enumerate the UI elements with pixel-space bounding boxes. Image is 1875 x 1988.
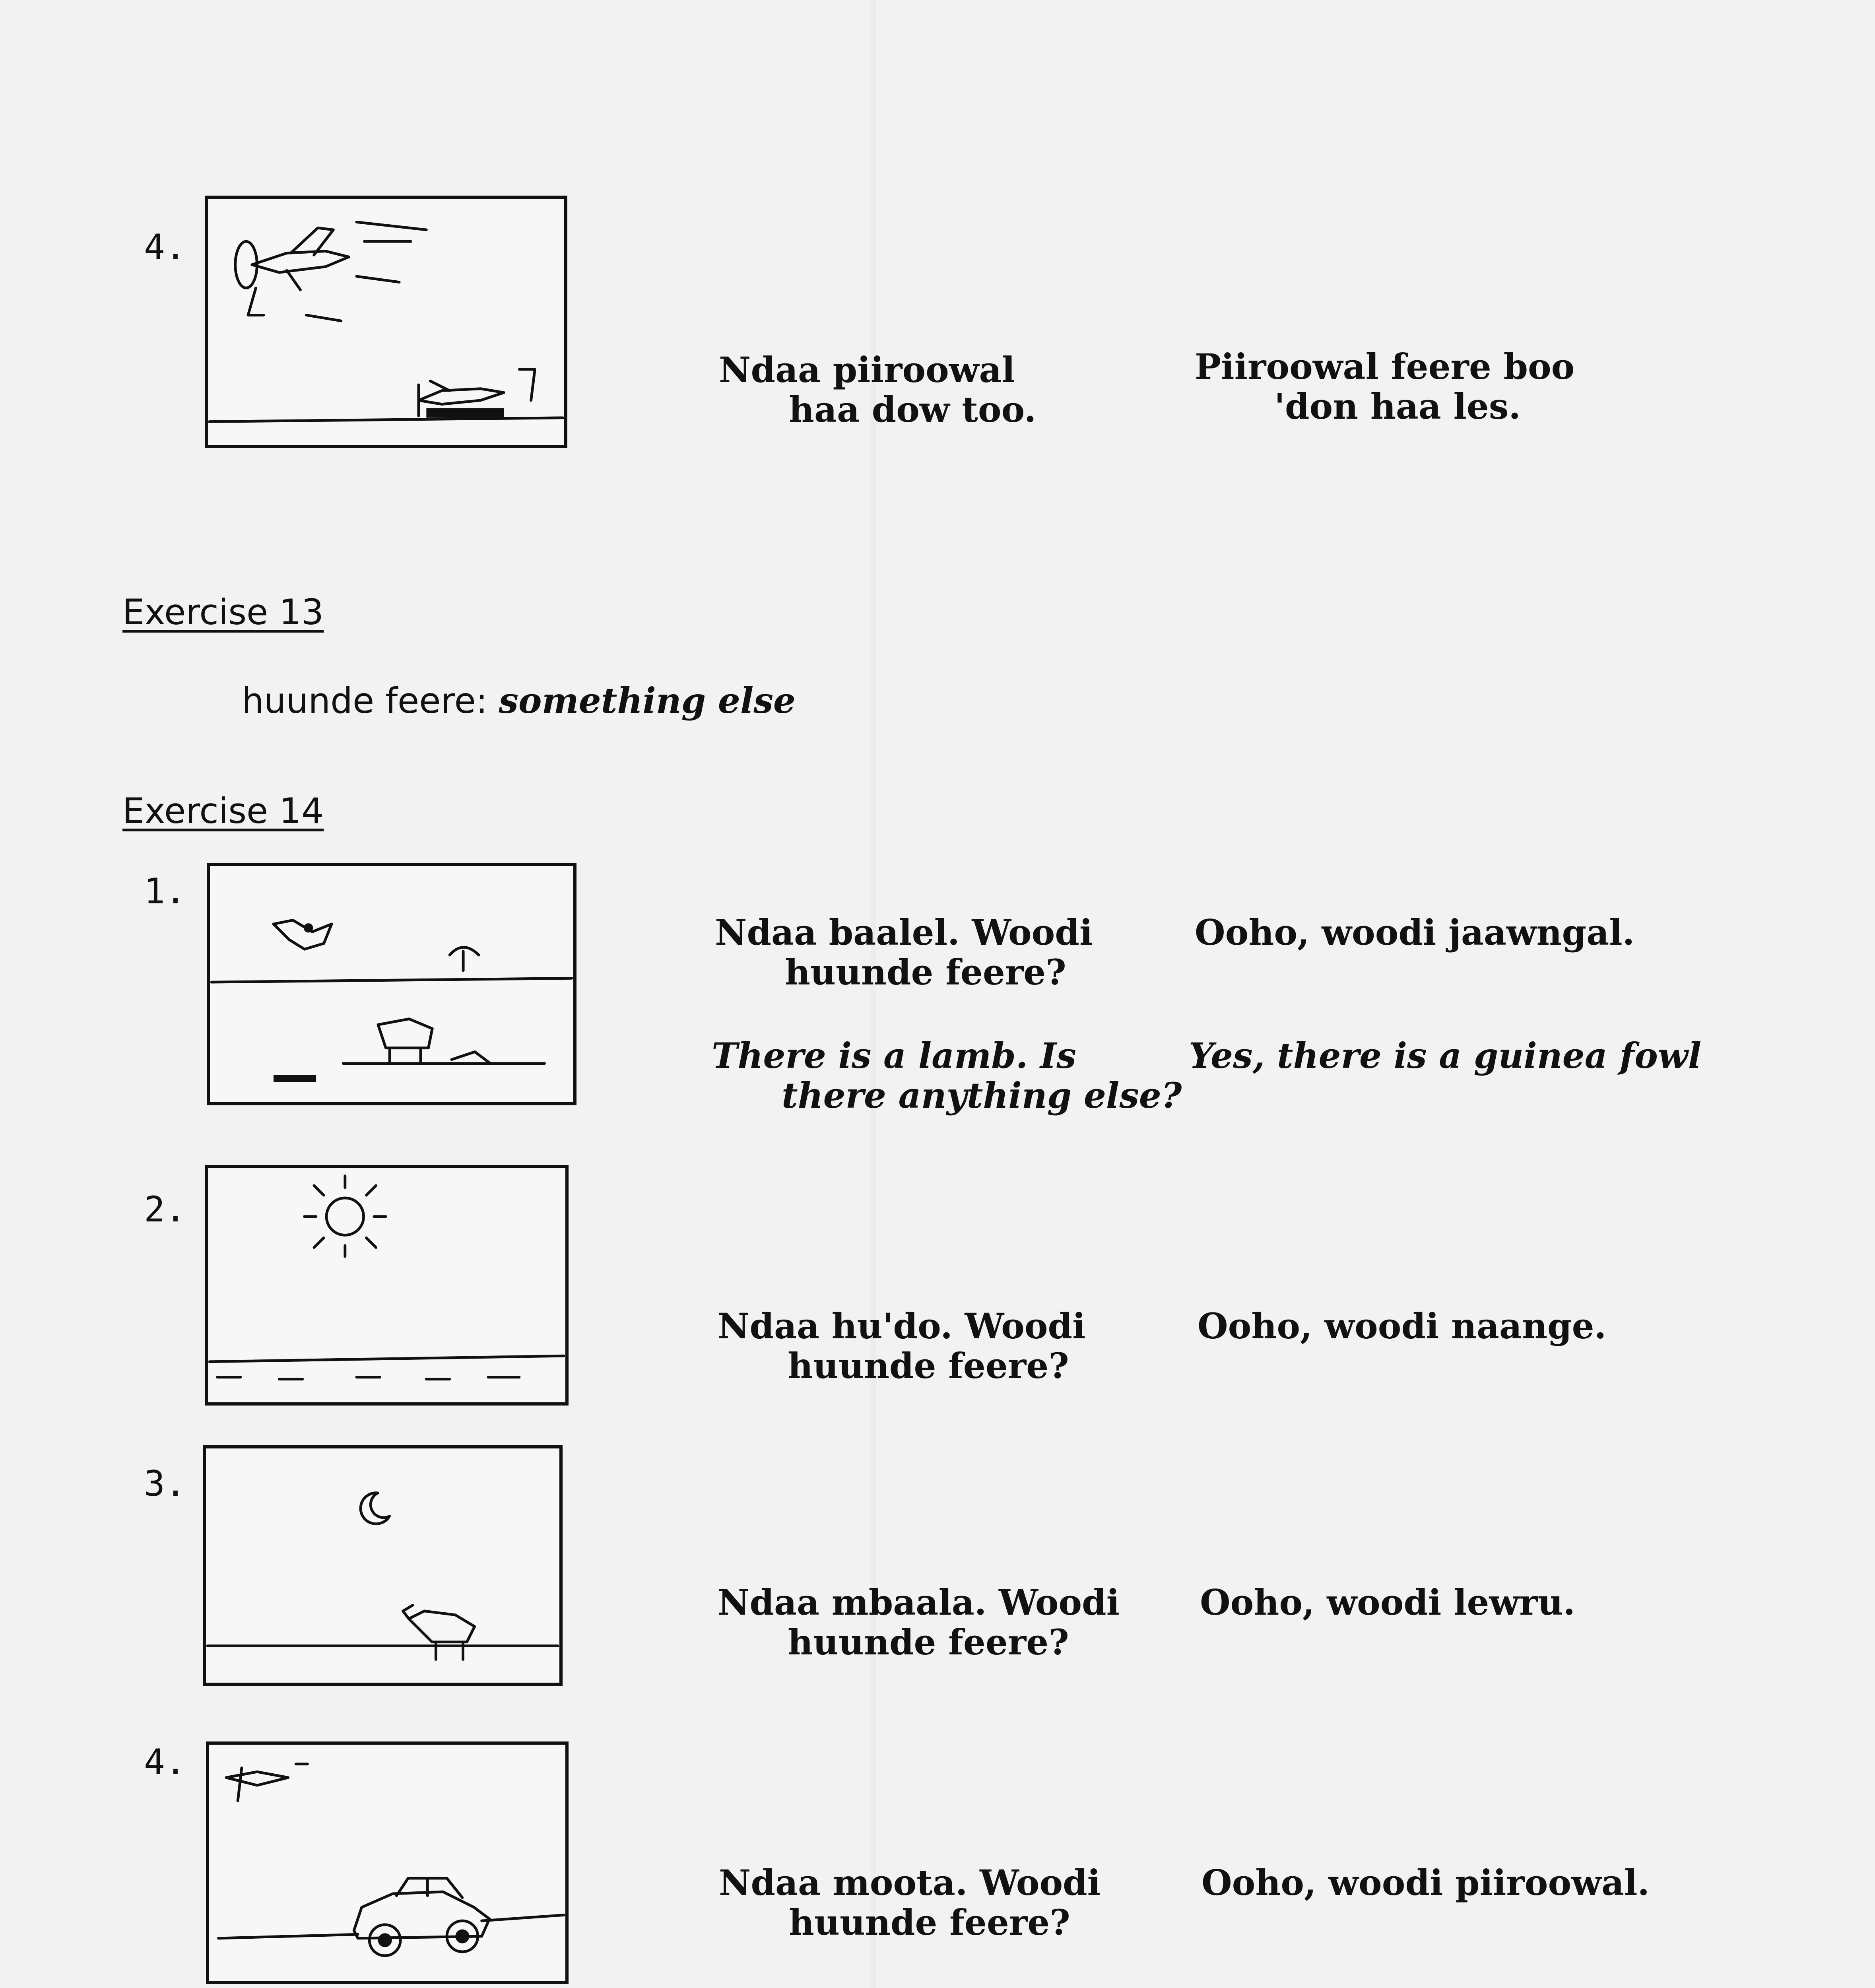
ex14-item4-q2: huunde feere? (789, 1902, 1070, 1943)
plane-car-picture-icon (206, 1741, 569, 1984)
top-response-line1: Piiroowal feere boo (1195, 346, 1575, 387)
ex14-item2-number: 2. (144, 1189, 186, 1230)
ex14-item2-a1: Ooho, woodi naange. (1198, 1305, 1607, 1347)
ex14-item1-translation-question (712, 1036, 1182, 1115)
airplane-picture-icon (205, 196, 567, 448)
ex14-item1-number: 1. (144, 871, 186, 912)
top-statement-line2: haa dow too. (789, 389, 1036, 430)
ex14-item1-translation-answer (1189, 1036, 1701, 1076)
exercise-13-gloss (242, 680, 796, 721)
ex14-item2-answer (1198, 1306, 1606, 1346)
scan-gutter (871, 0, 876, 1988)
ex14-item1-q1: Ndaa baalel. Woodi (715, 912, 1093, 953)
ex14-item1-question (715, 912, 1093, 992)
ex14-item1-answer (1195, 912, 1634, 952)
top-response (1195, 347, 1574, 426)
top-statement-line1: Ndaa piiroowal (719, 349, 1015, 390)
ex14-item1-q2: huunde feere? (785, 951, 1066, 993)
bird-tree-sheep-picture-icon (207, 863, 576, 1105)
ex14-item3-q2: huunde feere? (788, 1621, 1069, 1663)
ex14-item3-question (718, 1582, 1120, 1662)
gloss-term: huunde feere: (242, 680, 488, 721)
exercise-13-heading: Exercise 13 (122, 592, 324, 633)
ex14-item1-tq2: there anything else? (782, 1075, 1182, 1116)
top-item-number: 4. (144, 227, 186, 268)
ex14-item2-q2: huunde feere? (788, 1345, 1069, 1386)
ex14-item3-number: 3. (144, 1463, 186, 1504)
ex14-item2-question (718, 1306, 1086, 1386)
top-statement (719, 350, 1036, 429)
ex14-item2-q1: Ndaa hu'do. Woodi (718, 1305, 1086, 1347)
moon-sheep-picture-icon (203, 1445, 563, 1686)
gloss-meaning: something else (499, 680, 796, 721)
ex14-item1-a1: Ooho, woodi jaawngal. (1195, 912, 1635, 953)
exercise-14-heading: Exercise 14 (122, 790, 324, 831)
ex14-item4-q1: Ndaa moota. Woodi (719, 1862, 1101, 1903)
ex14-item1-tq1: There is a lamb. Is (712, 1035, 1076, 1076)
ex14-item4-answer (1201, 1863, 1650, 1903)
ex14-item3-q1: Ndaa mbaala. Woodi (718, 1582, 1120, 1623)
ex14-item3-a1: Ooho, woodi lewru. (1200, 1582, 1576, 1623)
ex14-item4-number: 4. (144, 1741, 186, 1782)
sun-landscape-picture-icon (205, 1165, 569, 1406)
ex14-item4-a1: Ooho, woodi piiroowal. (1201, 1862, 1650, 1903)
top-response-line2: 'don haa les. (1274, 386, 1521, 427)
ex14-item1-ta1: Yes, there is a guinea fowl (1189, 1035, 1702, 1076)
ex14-item4-question (719, 1863, 1101, 1942)
ex14-item3-answer (1200, 1582, 1575, 1622)
